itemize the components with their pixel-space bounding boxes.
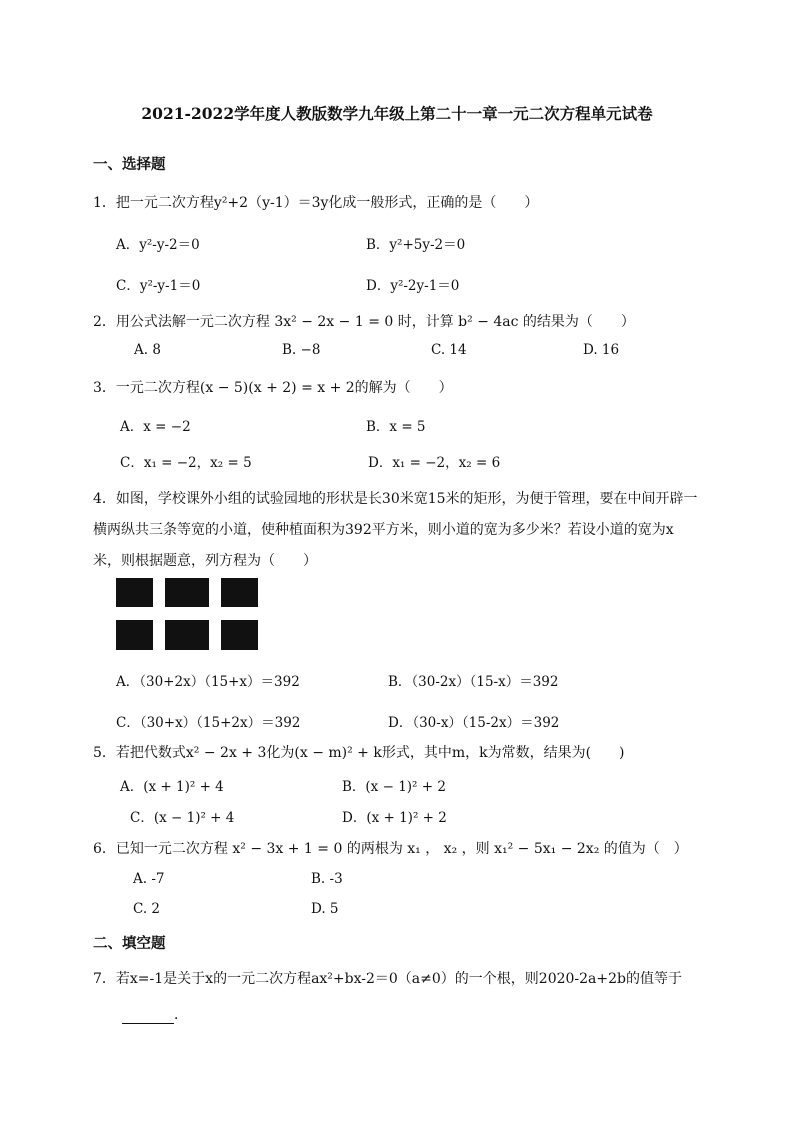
question-1-option-c: C．y²-y-1＝0 [116, 278, 201, 294]
question-3-option-d: D．x₁ = −2，x₂ = 6 [368, 455, 501, 471]
question-2-option-c: C. 14 [431, 342, 467, 358]
question-7-period: ． [174, 1007, 188, 1023]
answer-blank[interactable] [122, 1009, 174, 1024]
question-4-line-3: 米，则根据题意，列方程为（ ） [93, 553, 317, 569]
question-3-stem: 3．一元二次方程(x − 5)(x + 2) = x + 2的解为（ ） [93, 380, 453, 396]
question-5-option-d: D．(x + 1)² + 2 [342, 810, 447, 826]
question-2-option-d: D. 16 [583, 342, 620, 358]
question-6-option-b: B. -3 [311, 871, 343, 887]
question-6-option-a: A. -7 [133, 871, 165, 887]
question-1-option-a: A．y²-y-2＝0 [116, 237, 200, 253]
question-4-option-b: B．（30-2x）（15-x）＝392 [388, 674, 559, 690]
question-5-stem: 5．若把代数式x² − 2x + 3化为(x − m)² + k形式，其中m，k为常数，结果为( ) [93, 745, 625, 761]
question-4-option-a: A．（30+2x）（15+x）＝392 [116, 674, 300, 690]
question-6-option-c: C. 2 [133, 901, 161, 917]
question-2-option-a: A. 8 [134, 342, 161, 358]
question-2-stem: 2．用公式法解一元二次方程 3x² − 2x − 1 = 0 时，计算 b² − 4ac 的结果为（ ） [93, 314, 635, 330]
section-heading-fill-in: 二、填空题 [93, 935, 166, 952]
question-4-option-c: C．（30+x）（15+2x）＝392 [116, 715, 301, 731]
question-4-option-d: D．（30-x）（15-2x）＝392 [388, 715, 560, 731]
question-2-option-b: B. −8 [282, 342, 321, 358]
question-5-option-c: C．(x − 1)² + 4 [130, 810, 235, 826]
question-5-option-a: A．(x + 1)² + 4 [120, 779, 224, 795]
question-6-stem: 6．已知一元二次方程 x² − 3x + 1 = 0 的两根为 x₁ ， x₂ ，则 x₁² − 5x₁ − 2x₂ 的值为（ ） [93, 841, 688, 857]
question-3-option-b: B．x = 5 [366, 419, 426, 435]
question-1-stem: 1．把一元二次方程y²+2（y-1）＝3y化成一般形式，正确的是（ ） [93, 195, 539, 211]
question-5-option-b: B．(x − 1)² + 2 [342, 779, 446, 795]
question-7-answer-line [122, 1004, 188, 1024]
question-3-option-a: A．x = −2 [120, 419, 191, 435]
section-heading-choice: 一、选择题 [93, 156, 166, 173]
question-6-option-d: D. 5 [311, 901, 339, 917]
question-1-option-d: D．y²-2y-1＝0 [366, 278, 460, 294]
horizontal-path [116, 607, 258, 620]
question-4-line-2: 横两纵共三条等宽的小道，使种植面积为392平方米，则小道的宽为多少米？若设小道的宽为x [93, 522, 674, 538]
page-title: 2021-2022学年度人教版数学九年级上第二十一章一元二次方程单元试卷 [141, 104, 653, 123]
question-3-option-c: C．x₁ = −2，x₂ = 5 [120, 455, 252, 471]
garden-path-figure [116, 578, 258, 650]
question-7-stem: 7．若x=-1是关于x的一元二次方程ax²+bx-2＝0（a≠0）的一个根，则2020-2a+2b的值等于 [93, 971, 683, 987]
question-4-line-1: 4．如图，学校课外小组的试验园地的形状是长30米宽15米的矩形，为便于管理，要在中间开辟一 [93, 491, 698, 507]
question-1-option-b: B．y²+5y-2＝0 [366, 237, 466, 253]
